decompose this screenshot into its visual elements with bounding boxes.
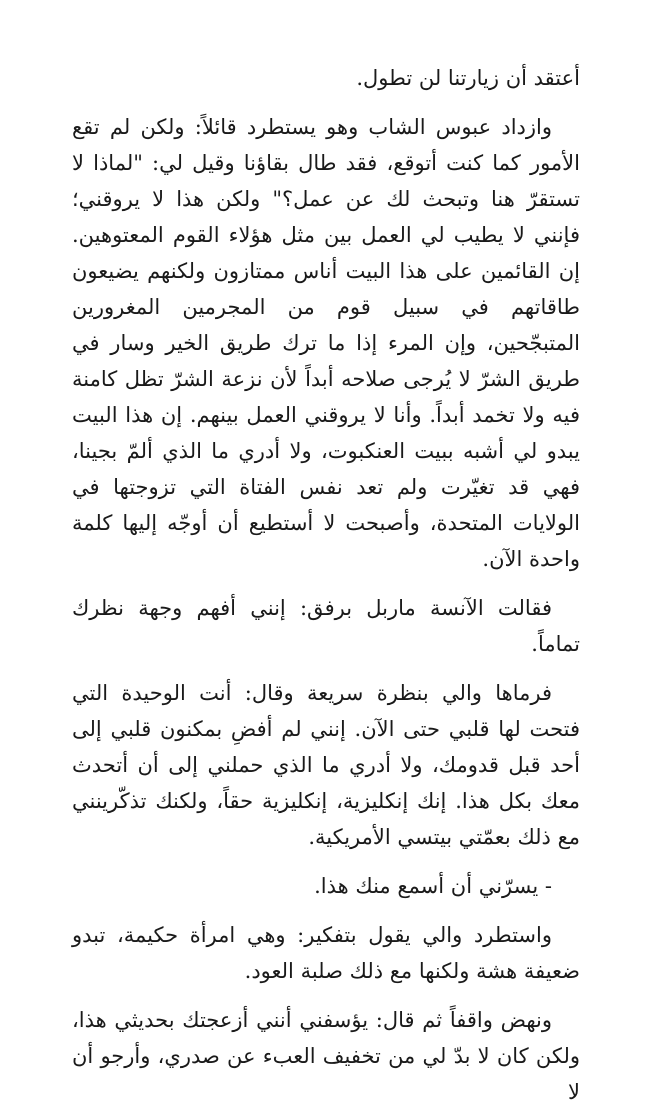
paragraph-1: أعتقد أن زيارتنا لن تطول. [356, 66, 580, 90]
book-page [72, 60, 580, 1110]
paragraph-7: ونهض واقفاً ثم قال: يؤسفني أنني أزعجتك بحديثي هذا، ولكن كان لا بدّ لي من تخفيف العبء عن صدري، وأرجو أن لا [72, 1008, 580, 1104]
paragraph-2: وازداد عبوس الشاب وهو يستطرد قائلاً: ولكن لم تقع الأمور كما كنت أتوقع، فقد طال بقاؤنا وقيل لي: "لماذا لا تستقرّ هنا وتبحث لك عن عمل؟" ولكن هذا لا يروقني؛ فإنني لا يطيب لي العمل بين مثل هؤلاء القوم المعتوهين. إن القائمين على هذا البيت أناس ممتازون ولكنهم يضيعون طاقاتهم في سبيل قوم من المجرمين المغرورين المتبجّحين، وإن المرء إذا ما ترك طريق الخير وسار في طريق الشرّ لا يُرجى صلاحه أبداً لأن نزعة الشرّ تظل كامنة فيه ولا تخمد أبداً. وأنا لا يروقني العمل بينهم. إن هذا البيت يبدو لي أشبه ببيت العنكبوت، ولا أدري ما الذي ألمّ بجينا، فهي قد تغيّرت ولم تعد نفس الفتاة التي تزوجتها في الولايات المتحدة، وأصبحت لا أستطيع أن أوجّه إليها كلمة واحدة الآن. [72, 115, 580, 571]
paragraph-6: واستطرد والي يقول بتفكير: وهي امرأة حكيمة، تبدو ضعيفة هشة ولكنها مع ذلك صلبة العود. [72, 923, 580, 983]
paragraph-4: فرماها والي بنظرة سريعة وقال: أنت الوحيدة التي فتحت لها قلبي حتى الآن. إنني لم أفضِ بمكنون قلبي إلى أحد قبل قدومك، ولا أدري ما الذي حملني إلى أن أتحدث معك بكل هذا. إنك إنكليزية، إنكليزية حقاً، ولكنك تذكّرينني مع ذلك بعمّتي بيتسي الأمريكية. [72, 681, 580, 849]
paragraph-5: - يسرّني أن أسمع منك هذا. [314, 874, 552, 898]
paragraph-3: فقالت الآنسة ماربل برفق: إنني أفهم وجهة نظرك تماماً. [72, 596, 580, 656]
